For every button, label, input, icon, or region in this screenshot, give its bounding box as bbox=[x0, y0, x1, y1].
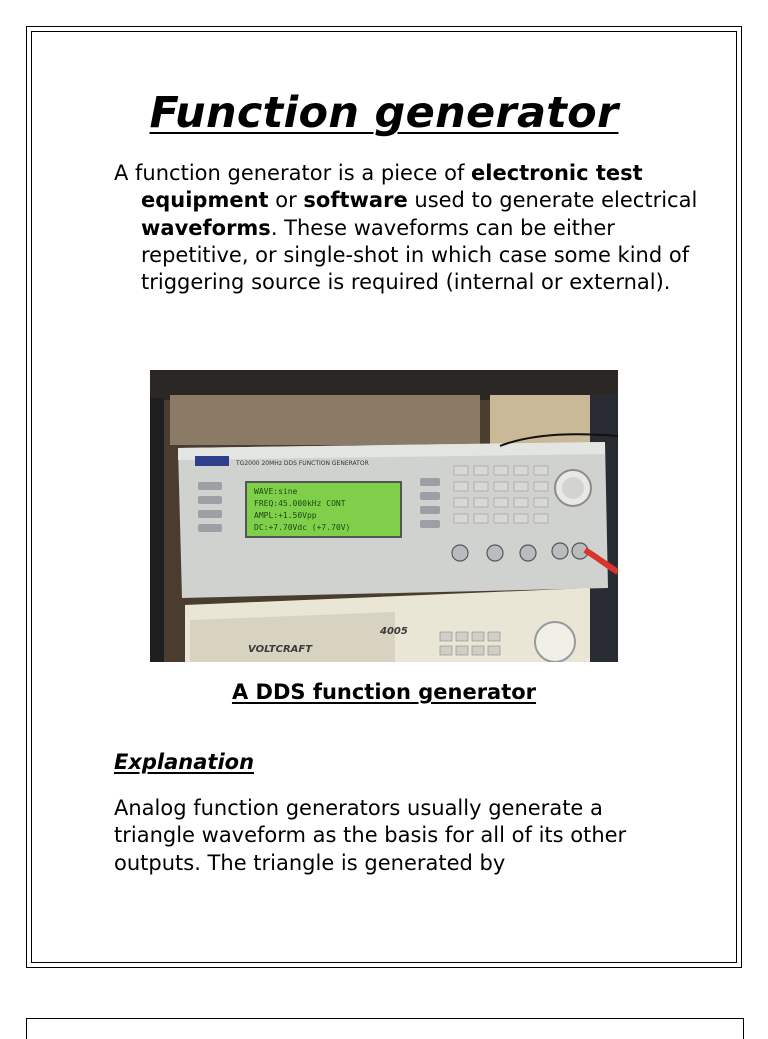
lcd-line-4: DC:+7.70Vdc (+7.70V) bbox=[254, 523, 351, 532]
page-title: Function generator bbox=[149, 88, 619, 138]
explanation-heading: Explanation bbox=[114, 750, 255, 774]
next-page-border bbox=[26, 1018, 744, 1039]
intro-text-1: A function generator is a piece of bbox=[114, 161, 472, 185]
intro-text-3: used to generate electrical bbox=[407, 188, 698, 213]
intro-bold-2: software bbox=[303, 188, 408, 213]
lower-model-text: 4005 bbox=[380, 626, 408, 637]
intro-paragraph bbox=[114, 160, 701, 296]
intro-text-2: or bbox=[268, 188, 304, 213]
intro-bold-3: waveforms bbox=[141, 215, 271, 240]
lcd-line-3: AMPL:+1.50Vpp bbox=[254, 511, 317, 520]
lcd-line-2: FREQ:45.000kHz CONT bbox=[254, 499, 346, 508]
intro-bold-1: electronic test equipment bbox=[141, 161, 643, 213]
lower-brand-text: VOLTCRAFT bbox=[248, 644, 313, 655]
photo-caption: A DDS function generator bbox=[231, 680, 537, 704]
panel-label-text: TG2000 20MHz DDS FUNCTION GENERATOR bbox=[236, 460, 369, 467]
lcd-line-1: WAVE:sine bbox=[254, 487, 298, 496]
explanation-paragraph: Analog function generators usually generate a triangle waveform as the basis for all of its other outputs. The triangle is generated by bbox=[114, 796, 627, 875]
intro-text-4: . These waveforms can be either repetitive, or single-shot in which case some kind of triggering source is required (internal or external). bbox=[141, 215, 690, 295]
function-generator-photo bbox=[150, 370, 618, 662]
